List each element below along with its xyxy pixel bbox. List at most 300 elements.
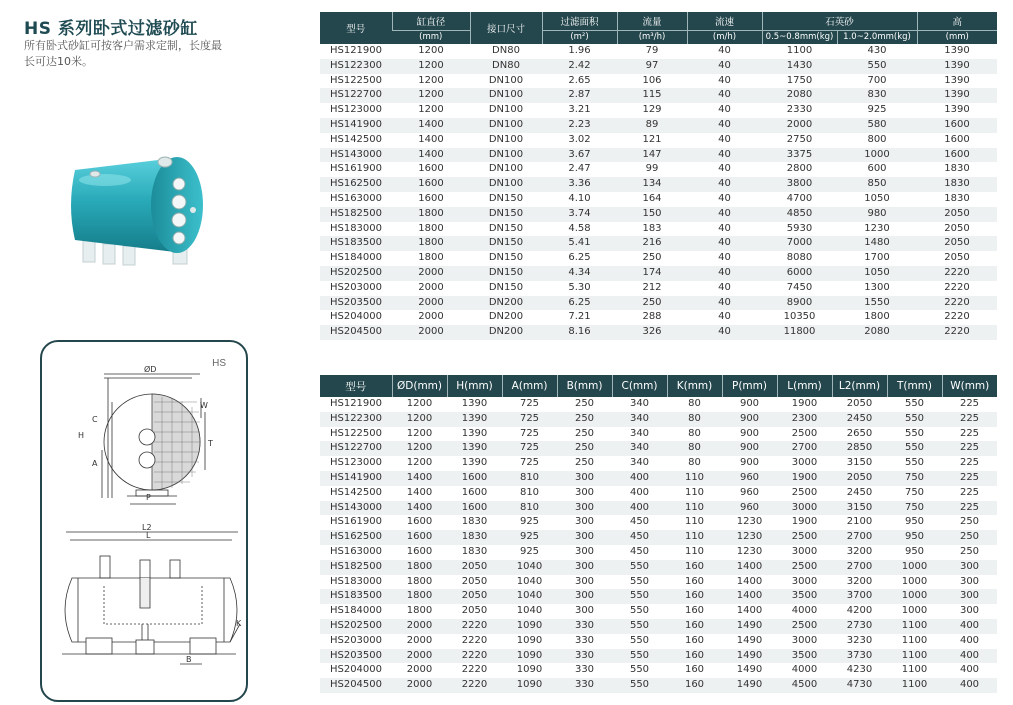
table-row bbox=[320, 177, 997, 192]
table-cell: 80 bbox=[688, 457, 701, 469]
table-cell: 900 bbox=[739, 427, 760, 439]
table-cell: 40 bbox=[687, 207, 762, 222]
table-cell: 330 bbox=[574, 634, 595, 646]
table-cell: 600 bbox=[867, 163, 887, 175]
table-cell: 164 bbox=[642, 192, 662, 204]
table-cell: 1830 bbox=[944, 192, 970, 204]
table-row bbox=[320, 133, 997, 148]
table-row bbox=[320, 412, 997, 427]
table-cell: 1390 bbox=[461, 457, 488, 469]
table-cell: 2000 bbox=[762, 118, 837, 133]
table-cell: 110 bbox=[684, 516, 705, 528]
table-cell: 550 bbox=[612, 560, 667, 575]
page-description: 所有卧式砂缸可按客户需求定制，长度最长可达10米。 bbox=[24, 39, 222, 68]
table-cell: 1090 bbox=[502, 678, 557, 693]
table-cell: 2000 bbox=[392, 325, 470, 340]
t2-header-cell: 型号 bbox=[320, 375, 392, 397]
table-cell: 1900 bbox=[791, 398, 818, 409]
table-cell: 850 bbox=[837, 177, 917, 192]
table-cell: 1200 bbox=[392, 59, 470, 74]
table-cell: 2220 bbox=[447, 619, 502, 634]
table-cell: 79 bbox=[645, 45, 659, 56]
table-cell: 174 bbox=[617, 266, 687, 281]
table-cell: 2050 bbox=[461, 575, 488, 587]
table-cell: HS204500 bbox=[320, 325, 392, 340]
table-cell: 250 bbox=[942, 530, 997, 545]
t1-header-flow: 流量 bbox=[617, 12, 687, 30]
table-cell: 1200 bbox=[406, 427, 433, 439]
table-cell: 1200 bbox=[392, 88, 470, 103]
table-row bbox=[320, 441, 997, 456]
table-cell: DN150 bbox=[488, 192, 524, 204]
table-cell: 1200 bbox=[418, 74, 444, 86]
table-cell: 250 bbox=[959, 516, 980, 528]
table-row bbox=[320, 44, 997, 59]
table-cell: 160 bbox=[667, 560, 722, 575]
table-cell: HS121900 bbox=[329, 45, 383, 56]
table-cell: 4700 bbox=[786, 192, 813, 204]
filter-tank-illustration bbox=[55, 140, 225, 270]
t1-header-height: 高 bbox=[917, 12, 997, 30]
t1-header-sand-coarse: 1.0~2.0mm(kg) bbox=[837, 30, 917, 44]
table-cell: 2080 bbox=[762, 88, 837, 103]
table-cell: 300 bbox=[942, 589, 997, 604]
table-cell: 5.41 bbox=[542, 236, 617, 251]
table-cell: 580 bbox=[837, 118, 917, 133]
dim-label-w: W bbox=[200, 401, 208, 410]
table-cell: 950 bbox=[887, 530, 942, 545]
table-cell: 1550 bbox=[837, 296, 917, 311]
table-cell: HS162500 bbox=[320, 177, 392, 192]
table-cell: 1400 bbox=[392, 501, 447, 516]
table-cell: 1490 bbox=[736, 664, 763, 676]
table-cell: 1200 bbox=[406, 457, 433, 469]
dim-label-b: B bbox=[186, 655, 192, 664]
dim-label-l: L bbox=[146, 531, 151, 540]
table-cell: 1100 bbox=[887, 678, 942, 693]
table-cell: 40 bbox=[687, 296, 762, 311]
table-cell: 1800 bbox=[406, 605, 433, 617]
t1-header-port: 接口尺寸 bbox=[470, 12, 542, 44]
table-cell: HS122300 bbox=[320, 412, 392, 427]
table-cell: 330 bbox=[557, 678, 612, 693]
table-cell: 2000 bbox=[392, 649, 447, 664]
table-cell: 340 bbox=[629, 427, 650, 439]
t2-header-cell: B(mm) bbox=[557, 375, 612, 397]
table-cell: 925 bbox=[519, 545, 540, 557]
table-cell: 2500 bbox=[777, 530, 832, 545]
table-cell: DN150 bbox=[488, 222, 524, 234]
table-cell: 1600 bbox=[392, 530, 447, 545]
table-cell: HS204500 bbox=[320, 678, 392, 693]
table-cell: DN200 bbox=[470, 296, 542, 311]
table-cell: 800 bbox=[867, 133, 887, 145]
table-cell: 4730 bbox=[832, 678, 887, 693]
dim-label-t: T bbox=[208, 439, 213, 448]
table-cell: 3000 bbox=[791, 457, 818, 469]
diagram-label: HS bbox=[212, 358, 226, 369]
table-cell: 2220 bbox=[447, 649, 502, 664]
table-row bbox=[320, 118, 997, 133]
table-cell: 1490 bbox=[722, 619, 777, 634]
table-row bbox=[320, 515, 997, 530]
table-cell: 1700 bbox=[864, 252, 890, 264]
table-cell: 1090 bbox=[516, 634, 543, 646]
table-cell: 400 bbox=[942, 678, 997, 693]
table-cell: 300 bbox=[574, 575, 595, 587]
table-row bbox=[320, 530, 997, 545]
table-row bbox=[320, 456, 997, 471]
table-cell: 1040 bbox=[516, 605, 543, 617]
table-cell: 4200 bbox=[846, 605, 873, 617]
table-cell: 550 bbox=[904, 457, 925, 469]
table-cell: 1400 bbox=[722, 560, 777, 575]
table-cell: 5930 bbox=[786, 222, 813, 234]
t2-header-cell: T(mm) bbox=[887, 375, 942, 397]
table-cell: 250 bbox=[959, 545, 980, 557]
table-cell: 5.30 bbox=[568, 281, 591, 293]
table-cell: HS183500 bbox=[320, 589, 392, 604]
table-cell: 550 bbox=[612, 678, 667, 693]
table-cell: 225 bbox=[942, 471, 997, 486]
table-cell: 2.47 bbox=[568, 163, 591, 175]
table-cell: 1050 bbox=[864, 192, 890, 204]
table-cell: DN100 bbox=[488, 104, 524, 116]
table-cell: 40 bbox=[687, 118, 762, 133]
table-cell: DN100 bbox=[470, 88, 542, 103]
table-cell: 400 bbox=[942, 649, 997, 664]
table-cell: 550 bbox=[887, 441, 942, 456]
table-cell: 1900 bbox=[777, 471, 832, 486]
table-cell: 1390 bbox=[944, 45, 970, 56]
t1-header-area-unit: (m²) bbox=[542, 30, 617, 44]
table-cell: 40 bbox=[718, 104, 731, 116]
table-row bbox=[320, 74, 997, 89]
table-cell: 2080 bbox=[837, 325, 917, 340]
table-cell: 129 bbox=[642, 104, 662, 116]
table-cell: 225 bbox=[942, 441, 997, 456]
table-cell: 1200 bbox=[392, 441, 447, 456]
table-cell: 1600 bbox=[418, 192, 444, 204]
t1-header-model: 型号 bbox=[320, 12, 392, 44]
table-cell: 1390 bbox=[917, 59, 997, 74]
table-cell: 4850 bbox=[762, 207, 837, 222]
table-cell: 1100 bbox=[887, 649, 942, 664]
table-cell: 1.96 bbox=[568, 45, 591, 56]
table-row bbox=[320, 236, 997, 251]
table-cell: HS162500 bbox=[320, 530, 392, 545]
table-cell: 3000 bbox=[791, 575, 818, 587]
dim-label-k: K bbox=[236, 619, 242, 628]
table-cell: DN150 bbox=[470, 266, 542, 281]
table-cell: DN150 bbox=[470, 207, 542, 222]
table-cell: DN100 bbox=[470, 177, 542, 192]
table-cell: 6.25 bbox=[542, 296, 617, 311]
table-cell: 3200 bbox=[846, 545, 873, 557]
table-row bbox=[320, 619, 997, 634]
table-cell: 160 bbox=[684, 664, 705, 676]
table-cell: 250 bbox=[617, 296, 687, 311]
dim-label-h: H bbox=[78, 431, 85, 440]
table-cell: 1300 bbox=[864, 281, 890, 293]
table-cell: 3.67 bbox=[542, 148, 617, 163]
table-cell: 3230 bbox=[846, 634, 873, 646]
table-cell: HS122300 bbox=[320, 59, 392, 74]
table-cell: 550 bbox=[612, 619, 667, 634]
table-cell: 400 bbox=[959, 634, 980, 646]
table-cell: 4.58 bbox=[568, 222, 591, 234]
table-cell: 550 bbox=[904, 427, 925, 439]
table-cell: 110 bbox=[667, 471, 722, 486]
table-cell: 160 bbox=[667, 619, 722, 634]
table-cell: 1400 bbox=[406, 486, 433, 498]
table-cell: 80 bbox=[667, 412, 722, 427]
table-cell: 1200 bbox=[392, 412, 447, 427]
table-cell: 1390 bbox=[917, 88, 997, 103]
table-cell: 4000 bbox=[791, 605, 818, 617]
table-cell: 900 bbox=[722, 412, 777, 427]
table-cell: 300 bbox=[574, 486, 595, 498]
table-cell: 2050 bbox=[917, 207, 997, 222]
table-row bbox=[320, 148, 997, 163]
table-cell: 1750 bbox=[786, 74, 813, 86]
table-cell: 750 bbox=[887, 471, 942, 486]
table-cell: 250 bbox=[557, 412, 612, 427]
table-cell: 3150 bbox=[846, 457, 873, 469]
table-cell: 1390 bbox=[944, 104, 970, 116]
table-cell: 300 bbox=[574, 545, 595, 557]
table-cell: 1390 bbox=[447, 412, 502, 427]
table-cell: 1090 bbox=[502, 649, 557, 664]
table-cell: 1830 bbox=[461, 545, 488, 557]
t2-header-row bbox=[320, 375, 997, 397]
dim-label-od: ØD bbox=[144, 365, 157, 374]
table-cell: 1040 bbox=[516, 575, 543, 587]
table-cell: HS202500 bbox=[320, 619, 392, 634]
table-cell: 330 bbox=[557, 649, 612, 664]
table-cell: 1100 bbox=[901, 664, 928, 676]
table-cell: DN200 bbox=[470, 325, 542, 340]
table-row bbox=[320, 192, 997, 207]
table-cell: 4230 bbox=[846, 664, 873, 676]
t1-header-sand-fine: 0.5~0.8mm(kg) bbox=[762, 30, 837, 44]
table-cell: 2220 bbox=[944, 311, 970, 323]
table-cell: 550 bbox=[837, 59, 917, 74]
table-cell: 960 bbox=[722, 471, 777, 486]
t2-header-cell: H(mm) bbox=[447, 375, 502, 397]
table-cell: 2000 bbox=[392, 619, 447, 634]
table-cell: 1100 bbox=[901, 634, 928, 646]
table-row bbox=[320, 325, 997, 340]
table-cell: HS182500 bbox=[320, 207, 392, 222]
table-cell: 1000 bbox=[901, 575, 928, 587]
t2-header-cell: ØD(mm) bbox=[392, 375, 447, 397]
table-cell: 2500 bbox=[791, 486, 818, 498]
table-cell: 300 bbox=[557, 589, 612, 604]
table-cell: 2300 bbox=[777, 412, 832, 427]
table-cell: 300 bbox=[557, 471, 612, 486]
table-cell: 40 bbox=[718, 163, 731, 175]
table-cell: 40 bbox=[687, 177, 762, 192]
table-cell: 80 bbox=[667, 441, 722, 456]
table-cell: 400 bbox=[629, 486, 650, 498]
table-cell: 1830 bbox=[461, 516, 488, 528]
table-cell: 2220 bbox=[461, 634, 488, 646]
t2-header-cell: P(mm) bbox=[722, 375, 777, 397]
table-row bbox=[320, 560, 997, 575]
table-cell: 340 bbox=[612, 441, 667, 456]
table-cell: 3000 bbox=[791, 634, 818, 646]
table-cell: HS203000 bbox=[329, 634, 383, 646]
table-cell: 1400 bbox=[392, 118, 470, 133]
table-cell: 2500 bbox=[777, 560, 832, 575]
table-cell: 3.36 bbox=[542, 177, 617, 192]
table-row bbox=[320, 545, 997, 560]
table-cell: 40 bbox=[687, 236, 762, 251]
table-cell: 550 bbox=[629, 575, 650, 587]
table-cell: 2800 bbox=[786, 163, 813, 175]
table-cell: 80 bbox=[688, 427, 701, 439]
table-cell: 2050 bbox=[447, 589, 502, 604]
table-cell: 450 bbox=[629, 545, 650, 557]
table-row bbox=[320, 575, 997, 590]
table-row bbox=[320, 281, 997, 296]
table-cell: 160 bbox=[667, 649, 722, 664]
table-cell: HS161900 bbox=[329, 163, 383, 175]
table-cell: 2.23 bbox=[542, 118, 617, 133]
dimension-diagram-panel bbox=[40, 340, 248, 702]
table-cell: 400 bbox=[942, 619, 997, 634]
table-cell: 106 bbox=[642, 74, 662, 86]
table-cell: 2220 bbox=[944, 281, 970, 293]
table-cell: 1200 bbox=[418, 104, 444, 116]
table-cell: 750 bbox=[904, 486, 925, 498]
table-cell: 2700 bbox=[832, 530, 887, 545]
table-cell: 1400 bbox=[736, 605, 763, 617]
table-cell: DN100 bbox=[488, 163, 524, 175]
table-cell: 300 bbox=[557, 560, 612, 575]
table-cell: 3500 bbox=[777, 649, 832, 664]
table-cell: 3.21 bbox=[568, 104, 591, 116]
table-cell: 2850 bbox=[832, 441, 887, 456]
table-cell: 250 bbox=[574, 427, 595, 439]
table-cell: 2050 bbox=[944, 222, 970, 234]
table-cell: HS183000 bbox=[329, 575, 383, 587]
table-cell: 1200 bbox=[406, 398, 433, 409]
table-cell: 300 bbox=[557, 501, 612, 516]
table-cell: 1400 bbox=[392, 471, 447, 486]
table-cell: 1490 bbox=[722, 649, 777, 664]
table-cell: HS163000 bbox=[329, 545, 383, 557]
table-cell: 225 bbox=[942, 412, 997, 427]
table-cell: 550 bbox=[612, 589, 667, 604]
table-cell: HS184000 bbox=[329, 252, 383, 264]
table-row bbox=[320, 222, 997, 237]
table-cell: 250 bbox=[642, 252, 662, 264]
table-cell: 2450 bbox=[846, 486, 873, 498]
table-cell: 160 bbox=[667, 589, 722, 604]
table-cell: 1000 bbox=[901, 605, 928, 617]
table-row bbox=[320, 207, 997, 222]
table-cell: 110 bbox=[667, 530, 722, 545]
table-cell: 330 bbox=[557, 619, 612, 634]
table-cell: 1430 bbox=[762, 59, 837, 74]
table-cell: 225 bbox=[959, 457, 980, 469]
table-cell: HS141900 bbox=[320, 471, 392, 486]
table-cell: 1600 bbox=[917, 118, 997, 133]
table-cell: 1800 bbox=[418, 252, 444, 264]
table-cell: 2700 bbox=[777, 441, 832, 456]
table-cell: HS202500 bbox=[320, 266, 392, 281]
table-cell: 3.02 bbox=[568, 133, 591, 145]
table-cell: 2000 bbox=[392, 266, 470, 281]
table-cell: HS141900 bbox=[320, 118, 392, 133]
table-cell: DN200 bbox=[488, 311, 524, 323]
table-cell: HS184000 bbox=[329, 605, 383, 617]
table-cell: DN100 bbox=[470, 118, 542, 133]
t1-header-speed-unit: (m/h) bbox=[687, 30, 762, 44]
table-cell: 430 bbox=[867, 45, 887, 56]
table-cell: DN150 bbox=[488, 281, 524, 293]
table-cell: HS143000 bbox=[320, 501, 392, 516]
table-cell: DN80 bbox=[470, 59, 542, 74]
table-cell: DN100 bbox=[488, 133, 524, 145]
table-cell: 212 bbox=[642, 281, 662, 293]
table-cell: 2000 bbox=[392, 296, 470, 311]
table-cell: 7.21 bbox=[568, 311, 591, 323]
table-cell: HS204000 bbox=[329, 664, 383, 676]
table-row bbox=[320, 589, 997, 604]
table-cell: 810 bbox=[519, 486, 540, 498]
table-cell: 2220 bbox=[447, 678, 502, 693]
table-cell: HS203500 bbox=[320, 296, 392, 311]
table-cell: 830 bbox=[837, 88, 917, 103]
table-cell: 1400 bbox=[418, 133, 444, 145]
table-cell: 225 bbox=[959, 486, 980, 498]
table-cell: 1200 bbox=[418, 45, 444, 56]
table-cell: 400 bbox=[959, 664, 980, 676]
table-cell: 1800 bbox=[406, 575, 433, 587]
table-cell: 300 bbox=[959, 575, 980, 587]
table-cell: 725 bbox=[519, 457, 540, 469]
table-cell: 3375 bbox=[762, 148, 837, 163]
table-cell: 2.87 bbox=[542, 88, 617, 103]
t2-header-cell: L2(mm) bbox=[832, 375, 887, 397]
table-cell: HS122700 bbox=[320, 88, 392, 103]
table-cell: 300 bbox=[942, 560, 997, 575]
dimension-spec-table bbox=[320, 375, 997, 693]
table-row bbox=[320, 251, 997, 266]
table-cell: 550 bbox=[629, 664, 650, 676]
table-cell: 8.16 bbox=[542, 325, 617, 340]
table-cell: 1600 bbox=[461, 486, 488, 498]
table-cell: 1800 bbox=[392, 236, 470, 251]
table-cell: 2000 bbox=[406, 634, 433, 646]
table-cell: 40 bbox=[718, 45, 731, 56]
table-cell: 1600 bbox=[447, 501, 502, 516]
table-cell: DN80 bbox=[492, 45, 520, 56]
dim-label-p: P bbox=[146, 493, 151, 502]
table-cell: 1040 bbox=[502, 589, 557, 604]
table-cell: 1000 bbox=[837, 148, 917, 163]
table-cell: 1830 bbox=[447, 530, 502, 545]
table-cell: 115 bbox=[617, 88, 687, 103]
table-cell: 2450 bbox=[832, 412, 887, 427]
table-cell: 330 bbox=[574, 664, 595, 676]
table-cell: HS142500 bbox=[329, 486, 383, 498]
table-cell: 900 bbox=[739, 398, 760, 409]
table-cell: 1600 bbox=[406, 516, 433, 528]
